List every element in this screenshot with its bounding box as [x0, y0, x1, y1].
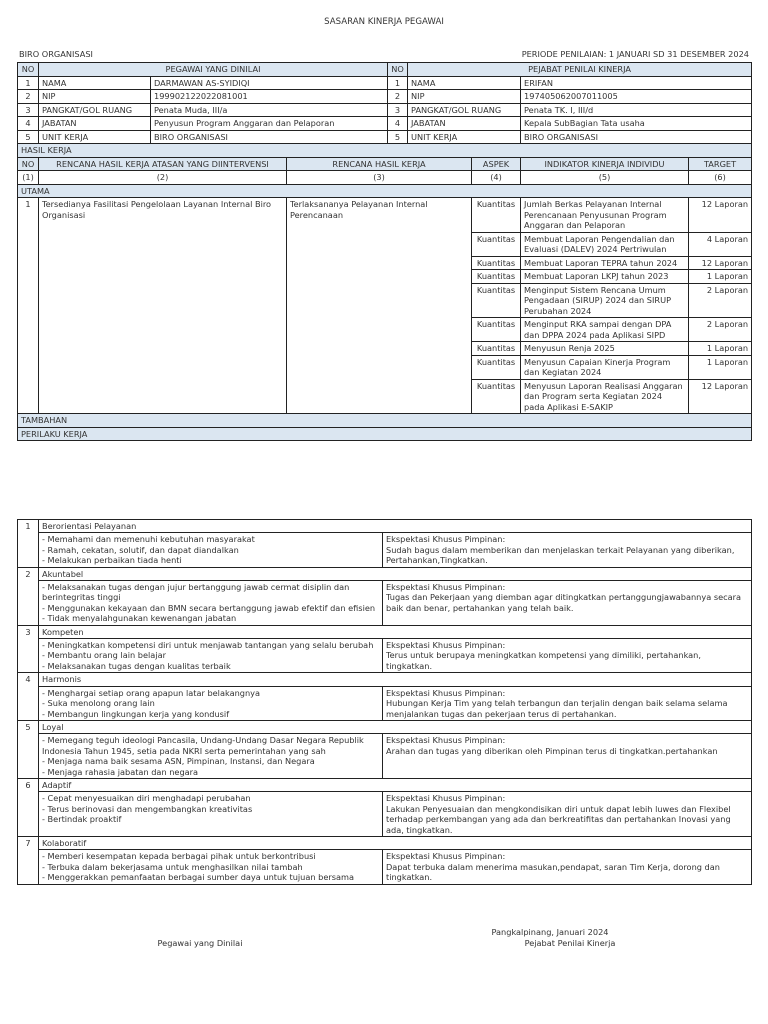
behavior-points — [39, 792, 383, 837]
column-number: (6) — [689, 171, 752, 185]
behavior-title-row — [18, 720, 752, 733]
row-number: 1 — [388, 76, 408, 90]
behavior-name: Loyal — [39, 720, 752, 733]
aspek-cell: Kuantitas — [472, 283, 521, 318]
col-header: RENCANA HASIL KERJA — [287, 157, 472, 171]
behavior-point: - Menjaga nama baik sesama ASN, Pimpinan, Instansi, dan Negara — [42, 756, 315, 767]
leader-expectation — [383, 850, 752, 884]
expectation-text: Terus untuk berupaya meningkatkan kompetensi yang dimiliki, pertahankan, tingkatkan. — [386, 650, 701, 671]
behavior-points — [39, 533, 383, 567]
behavior-title-row — [18, 836, 752, 849]
field-label: PANGKAT/GOL RUANG — [39, 103, 151, 117]
row-number: 1 — [18, 76, 39, 90]
behavior-name: Kompeten — [39, 625, 752, 638]
col-pegawai: PEGAWAI YANG DINILAI — [39, 63, 388, 77]
target-cell: 2 Laporan — [689, 283, 752, 318]
signature-pejabat-label: Pejabat Penilai Kinerja — [524, 938, 616, 948]
behavior-number: 1 — [18, 520, 39, 568]
field-label: NAMA — [408, 76, 521, 90]
behavior-points — [39, 639, 383, 673]
behavior-point: - Membangun lingkungan kerja yang kondusif — [42, 708, 230, 719]
behavior-points — [39, 686, 383, 720]
col-header: NO — [18, 157, 39, 171]
indikator-cell: Menginput RKA sampai dengan DPA dan DPPA 2024 pada Aplikasi SIPD — [521, 318, 689, 342]
hasil-kerja-header-row — [18, 157, 752, 171]
column-number: (1) — [18, 171, 39, 185]
leader-expectation — [383, 533, 752, 567]
section-perilaku-row — [18, 427, 752, 441]
expectation-text: Lakukan Penyesuaian dan mengkondisikan diri untuk dapat lebih luwes dan Flexibel terhadap perkembangan yang ada dan berkreatifitas dan pertahankan Inovasi yang ada, tingkatkan. — [386, 803, 731, 835]
field-label: PANGKAT/GOL RUANG — [408, 103, 521, 117]
col-pejabat: PEJABAT PENILAI KINERJA — [408, 63, 752, 77]
behavior-point: - Menghargai setiap orang apapun latar belakangnya — [42, 687, 261, 698]
rencana-hasil-kerja: Terlaksananya Pelayanan Internal Perencanaan — [287, 198, 472, 414]
field-label: NIP — [39, 90, 151, 104]
behavior-point: - Tidak menyalahgunakan kewenangan jabatan — [42, 613, 237, 624]
pejabat-value: BIRO ORGANISASI — [521, 130, 752, 144]
behavior-name: Akuntabel — [39, 567, 752, 580]
expectation-label: Ekspektasi Khusus Pimpinan: — [386, 582, 506, 593]
row-number: 3 — [18, 103, 39, 117]
behavior-number: 2 — [18, 567, 39, 625]
aspek-cell: Kuantitas — [472, 355, 521, 379]
identity-header-row — [18, 63, 752, 77]
field-label: NIP — [408, 90, 521, 104]
pegawai-value: BIRO ORGANISASI — [151, 130, 388, 144]
behavior-title-row — [18, 625, 752, 638]
pegawai-value: Penata Muda, III/a — [151, 103, 388, 117]
behavior-point: - Menjaga rahasia jabatan dan negara — [42, 766, 199, 777]
behavior-title-row — [18, 778, 752, 791]
row-number: 3 — [388, 103, 408, 117]
document-title: SASARAN KINERJA PEGAWAI — [324, 17, 444, 27]
behavior-point: - Terus berinovasi dan mengembangkan kreativitas — [42, 803, 253, 814]
identity-row — [18, 103, 752, 117]
section-perilaku-kerja: PERILAKU KERJA — [18, 427, 752, 441]
expectation-text: Sudah bagus dalam memberikan dan menjelaskan terkait Pelayanan yang diberikan, Pertahankan,Tingkatkan. — [386, 544, 735, 566]
indikator-cell: Menyusun Renja 2025 — [521, 342, 689, 356]
indicator-row — [18, 198, 752, 233]
behavior-point: - Bertindak proaktif — [42, 814, 122, 825]
indikator-cell: Membuat Laporan Pengendalian dan Evaluasi (DALEV) 2024 Pertriwulan — [521, 232, 689, 256]
behavior-detail-row — [18, 792, 752, 837]
indikator-cell: Menyusun Capaian Kinerja Program dan Kegiatan 2024 — [521, 355, 689, 379]
aspek-cell: Kuantitas — [472, 232, 521, 256]
pegawai-value: DARMAWAN AS-SYIDIQI — [151, 76, 388, 90]
col-header: ASPEK — [472, 157, 521, 171]
section-hasil-kerja: HASIL KERJA — [18, 144, 752, 158]
behavior-number: 5 — [18, 720, 39, 778]
behavior-point: - Memberi kesempatan kepada berbagai pihak untuk berkontribusi — [42, 851, 316, 862]
column-number: (4) — [472, 171, 521, 185]
indikator-cell: Menyusun Laporan Realisasi Anggaran dan Program serta Kegiatan 2024 pada Aplikasi E-SAKIP — [521, 379, 689, 414]
behavior-number: 7 — [18, 836, 39, 884]
behavior-detail-row — [18, 686, 752, 720]
behavior-points — [39, 850, 383, 884]
aspek-cell: Kuantitas — [472, 270, 521, 284]
behavior-point: - Menggerakkan pemanfaatan berbagai sumber daya untuk tujuan bersama — [42, 872, 355, 883]
aspek-cell: Kuantitas — [472, 256, 521, 270]
leader-expectation — [383, 792, 752, 837]
expectation-label: Ekspektasi Khusus Pimpinan: — [386, 735, 506, 746]
aspek-cell: Kuantitas — [472, 379, 521, 414]
indikator-cell: Membuat Laporan TEPRA tahun 2024 — [521, 256, 689, 270]
expectation-text: Dapat terbuka dalam menerima masukan,pendapat, saran Tim Kerja, dorong dan tingkatkan. — [386, 861, 720, 883]
row-number: 2 — [388, 90, 408, 104]
col-header: RENCANA HASIL KERJA ATASAN YANG DIINTERVENSI — [39, 157, 287, 171]
behavior-point: - Melakukan perbaikan tiada henti — [42, 555, 182, 566]
expectation-label: Ekspektasi Khusus Pimpinan: — [386, 851, 506, 862]
behavior-point: - Membantu orang lain belajar — [42, 650, 166, 661]
col-header: TARGET — [689, 157, 752, 171]
column-number: (2) — [39, 171, 287, 185]
column-number: (3) — [287, 171, 472, 185]
unit-label: BIRO ORGANISASI — [19, 49, 93, 59]
row-number: 4 — [18, 117, 39, 131]
behavior-point: - Memegang teguh ideologi Pancasila, Undang-Undang Dasar Negara Republik Indonesia Tahun 1945, setia pada NKRI serta pemerintahan yang sah — [42, 735, 364, 756]
behavior-point: - Menggunakan kekayaan dan BMN secara bertanggung jawab efektif dan efisien — [42, 602, 376, 613]
target-cell: 12 Laporan — [689, 256, 752, 270]
target-cell: 2 Laporan — [689, 318, 752, 342]
row-number: 1 — [18, 198, 39, 414]
perilaku-kerja-table — [17, 519, 752, 885]
target-cell: 1 Laporan — [689, 355, 752, 379]
expectation-text: Hubungan Kerja Tim yang telah terbangun dan terjalin dengan baik selama selama menjalankan tugas dan pekerjaan terus di pertahankan. — [386, 698, 728, 719]
leader-expectation — [383, 686, 752, 720]
expectation-label: Ekspektasi Khusus Pimpinan: — [386, 687, 506, 698]
identity-row — [18, 117, 752, 131]
row-number: 5 — [388, 130, 408, 144]
pegawai-value: Penyusun Program Anggaran dan Pelaporan — [151, 117, 388, 131]
behavior-detail-row — [18, 850, 752, 884]
behavior-detail-row — [18, 734, 752, 779]
behavior-name: Adaptif — [39, 778, 752, 791]
period-label: PERIODE PENILAIAN: 1 JANUARI SD 31 DESEMBER 2024 — [521, 49, 749, 59]
field-label: UNIT KERJA — [39, 130, 151, 144]
indikator-cell: Jumlah Berkas Pelayanan Internal Perencanaan Penyusunan Program Anggaran dan Pelaporan — [521, 198, 689, 233]
pejabat-value: ERIFAN — [521, 76, 752, 90]
row-number: 2 — [18, 90, 39, 104]
leader-expectation — [383, 581, 752, 626]
field-label: UNIT KERJA — [408, 130, 521, 144]
behavior-title-row — [18, 673, 752, 686]
section-utama-row — [18, 184, 752, 198]
behavior-point: - Meningkatkan kompetensi diri untuk menjawab tantangan yang selalu berubah — [42, 640, 374, 651]
pejabat-value: 197405062007011005 — [521, 90, 752, 104]
behavior-point: - Melaksanakan tugas dengan jujur bertanggung jawab cermat disiplin dan berintegritas tinggi — [42, 582, 350, 603]
behavior-number: 4 — [18, 673, 39, 721]
behavior-name: Harmonis — [39, 673, 752, 686]
field-label: JABATAN — [408, 117, 521, 131]
col-header: INDIKATOR KINERJA INDIVIDU — [521, 157, 689, 171]
identity-row — [18, 76, 752, 90]
target-cell: 1 Laporan — [689, 270, 752, 284]
behavior-detail-row — [18, 581, 752, 626]
signature-place-date: Pangkalpinang, Januari 2024 — [491, 927, 609, 937]
rencana-atasan: Tersedianya Fasilitasi Pengelolaan Layanan Internal Biro Organisasi — [39, 198, 287, 414]
pejabat-value: Kepala SubBagian Tata usaha — [521, 117, 752, 131]
behavior-point: - Terbuka dalam bekerjasama untuk menghasilkan nilai tambah — [42, 861, 303, 872]
identity-row — [18, 130, 752, 144]
target-cell: 4 Laporan — [689, 232, 752, 256]
behavior-name: Berorientasi Pelayanan — [39, 520, 752, 533]
target-cell: 12 Laporan — [689, 198, 752, 233]
aspek-cell: Kuantitas — [472, 198, 521, 233]
behavior-number: 3 — [18, 625, 39, 673]
hasil-kerja-number-row — [18, 171, 752, 185]
section-utama: UTAMA — [18, 184, 752, 198]
row-number: 5 — [18, 130, 39, 144]
target-cell: 1 Laporan — [689, 342, 752, 356]
behavior-point: - Suka menolong orang lain — [42, 698, 155, 709]
behavior-number: 6 — [18, 778, 39, 836]
behavior-point: - Cepat menyesuaikan diri menghadapi perubahan — [42, 793, 251, 804]
behavior-points — [39, 734, 383, 779]
expectation-label: Ekspektasi Khusus Pimpinan: — [386, 793, 506, 804]
field-label: JABATAN — [39, 117, 151, 131]
behavior-detail-row — [18, 533, 752, 567]
column-number: (5) — [521, 171, 689, 185]
behavior-name: Kolaboratif — [39, 836, 752, 849]
section-tambahan-row — [18, 414, 752, 428]
col-no: NO — [18, 63, 39, 77]
behavior-title-row — [18, 520, 752, 533]
section-tambahan: TAMBAHAN — [18, 414, 752, 428]
behavior-detail-row — [18, 639, 752, 673]
pegawai-value: 199902122022081001 — [151, 90, 388, 104]
behavior-point: - Memahami dan memenuhi kebutuhan masyarakat — [42, 534, 255, 545]
behavior-point: - Ramah, cekatan, solutif, dan dapat diandalkan — [42, 544, 239, 555]
behavior-point: - Melaksanakan tugas dengan kualitas terbaik — [42, 660, 231, 671]
leader-expectation — [383, 639, 752, 673]
behavior-points — [39, 581, 383, 626]
identity-row — [18, 90, 752, 104]
row-number: 4 — [388, 117, 408, 131]
expectation-text: Arahan dan tugas yang diberikan oleh Pimpinan terus di tingkatkan.pertahankan — [386, 745, 718, 756]
field-label: NAMA — [39, 76, 151, 90]
col-no: NO — [388, 63, 408, 77]
behavior-title-row — [18, 567, 752, 580]
aspek-cell: Kuantitas — [472, 342, 521, 356]
expectation-label: Ekspektasi Khusus Pimpinan: — [386, 534, 506, 545]
leader-expectation — [383, 734, 752, 779]
target-cell: 12 Laporan — [689, 379, 752, 414]
unit-period-line — [19, 49, 749, 61]
pejabat-value: Penata TK. I, III/d — [521, 103, 752, 117]
aspek-cell: Kuantitas — [472, 318, 521, 342]
indikator-cell: Menginput Sistem Rencana Umum Pengadaan (SIRUP) 2024 dan SIRUP Perubahan 2024 — [521, 283, 689, 318]
expectation-label: Ekspektasi Khusus Pimpinan: — [386, 640, 506, 651]
expectation-text: Tugas dan Pekerjaan yang diemban agar ditingkatkan pertanggungjawabannya secara baik dan benar, pertahankan yang telah baik. — [386, 592, 742, 613]
signature-pegawai-label: Pegawai yang Dinilai — [157, 938, 243, 948]
indikator-cell: Membuat Laporan LKPJ tahun 2023 — [521, 270, 689, 284]
skp-main-table — [17, 62, 752, 441]
